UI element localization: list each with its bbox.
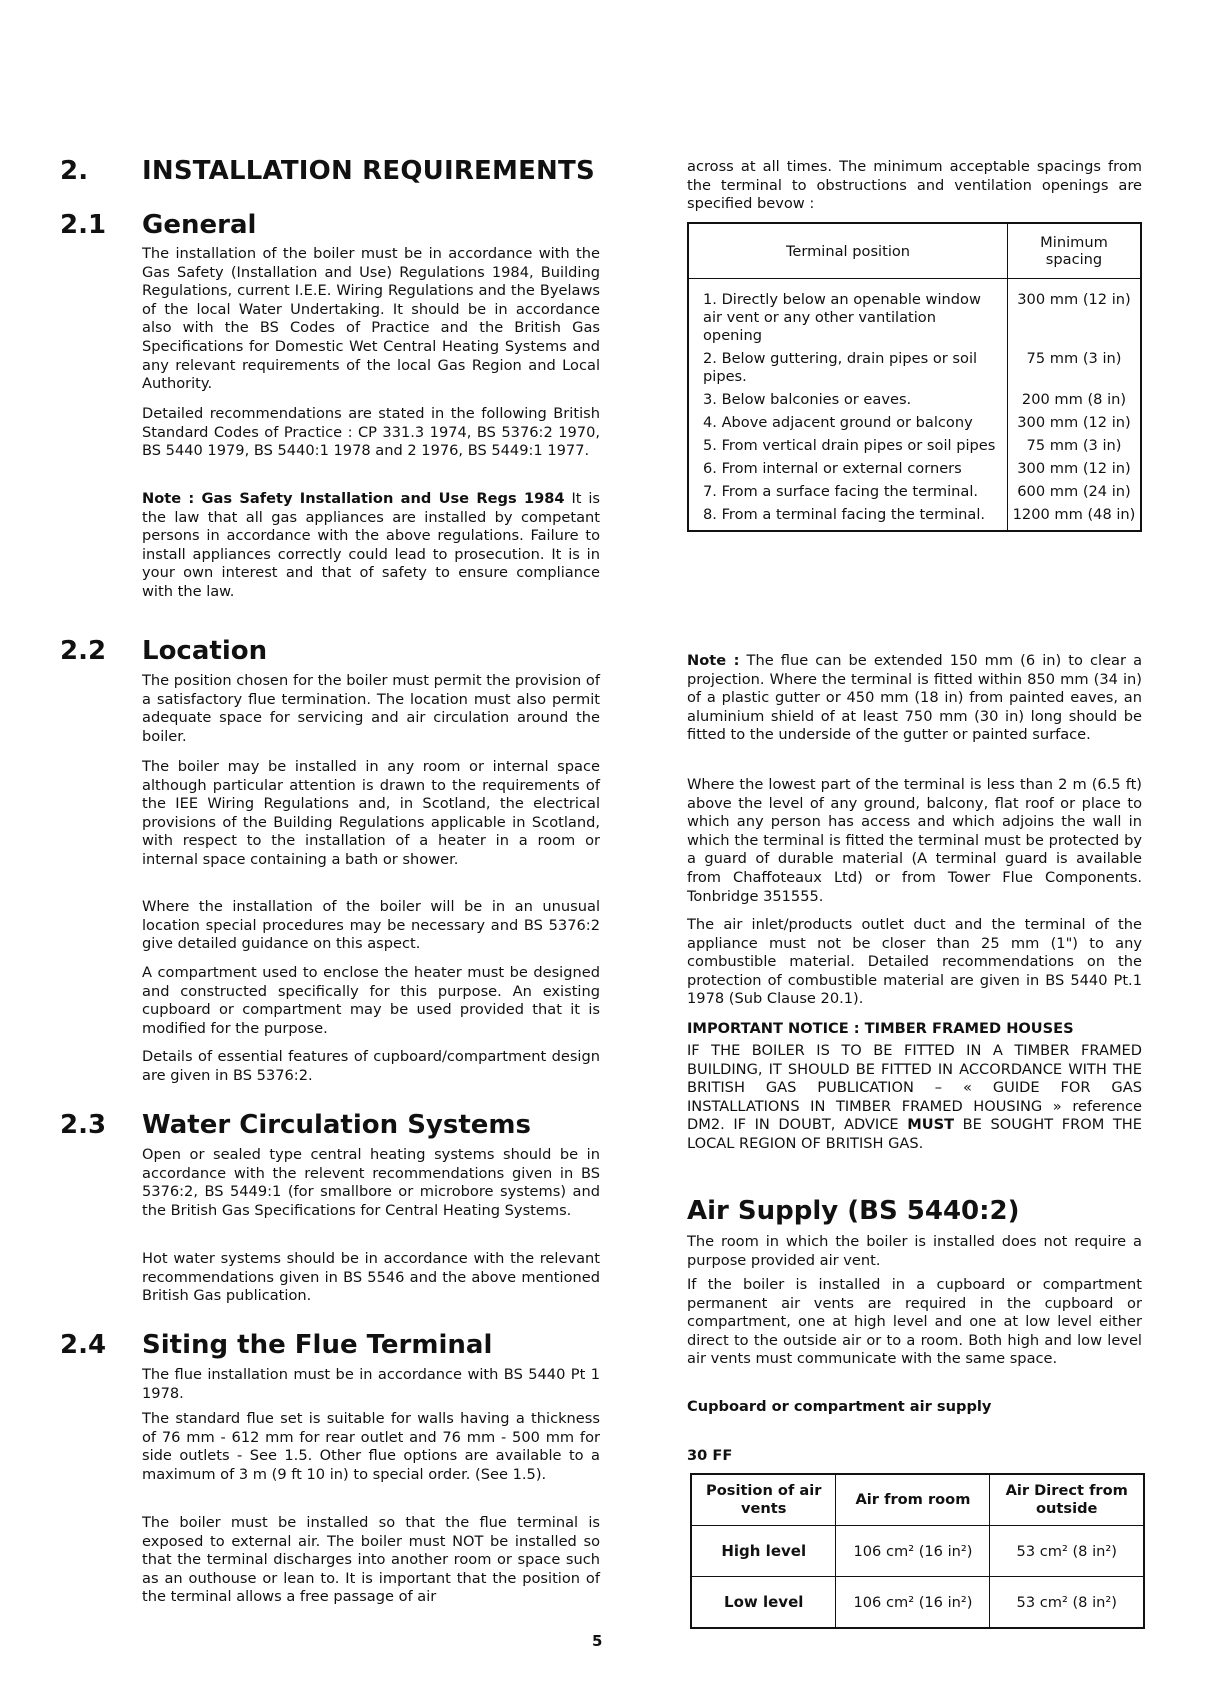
note-label: Note : (687, 652, 740, 669)
section-title: General (142, 210, 257, 240)
table-row (688, 348, 1141, 389)
table-row (688, 412, 1141, 435)
paragraph: The air inlet/products outlet duct and the terminal of the appliance must not be closer than 25 mm (1") to any combustible material. Detailed recommendations on the protection of combustible material are given in BS 5440 Pt.1 1978 (Sub Clause 20.1). (687, 916, 1142, 1008)
notice-title: IMPORTANT NOTICE : TIMBER FRAMED HOUSES (687, 1020, 1074, 1037)
terminal-position: 1. Directly below an openable window air vent or any other vantilation opening (703, 291, 981, 344)
page-number: 5 (592, 1632, 603, 1650)
terminal-position: 7. From a surface facing the terminal. (703, 483, 979, 500)
section-number: 2.4 (60, 1330, 107, 1360)
chapter-title: INSTALLATION REQUIREMENTS (142, 156, 595, 186)
note-paragraph (142, 490, 600, 602)
section-number: 2.3 (60, 1110, 107, 1140)
column-header: Minimum spacing (1008, 223, 1142, 279)
notice-emphasis: MUST (907, 1116, 955, 1134)
paragraph: Where the installation of the boiler will be in an unusual location special procedures may be necessary and BS 5376:2 give detailed guidance on this aspect. (142, 898, 600, 953)
table-row (688, 458, 1141, 481)
chapter-number: 2. (60, 156, 89, 186)
paragraph: Where the lowest part of the terminal is less than 2 m (6.5 ft) above the level of any ground, balcony, flat roof or place to which any person has access and which adjoins the wall in which the terminal is fitted the terminal must be protected by a guard of durable material (A terminal guard is available from Chaffoteaux Ltd) or from Tower Flue Components. Tonbridge 351555. (687, 776, 1142, 905)
vent-level: High level (691, 1526, 836, 1577)
table-row (691, 1577, 1144, 1629)
air-from-room: 106 cm² (16 in²) (836, 1526, 990, 1577)
notice-text: IF THE BOILER IS TO BE FITTED IN A TIMBER FRAMED BUILDING, IT SHOULD BE FITTED IN ACCORDANCE WITH THE BRITISH GAS PUBLICATION – « GUIDE FOR GAS INSTALLATIONS IN TIMBER FRAMED HOUSING » reference DM2. IF IN DOUBT, ADVICE (687, 1042, 1142, 1134)
paragraph: The position chosen for the boiler must permit the provision of a satisfactory flue termination. The location must also permit adequate space for servicing and air circulation around the boiler. (142, 672, 600, 745)
table-row (688, 504, 1141, 531)
minimum-spacing: 300 mm (12 in) (1008, 458, 1142, 481)
note-paragraph (687, 652, 1142, 745)
cupboard-subheading: Cupboard or compartment air supply (687, 1398, 992, 1415)
table-header-row (688, 223, 1141, 279)
air-from-outside: 53 cm² (8 in²) (990, 1577, 1144, 1629)
air-from-room: 106 cm² (16 in²) (836, 1577, 990, 1629)
terminal-position: 8. From a terminal facing the terminal. (703, 506, 986, 523)
paragraph: The boiler may be installed in any room or internal space although particular attention is drawn to the requirements of the IEE Wiring Regulations and, in Scotland, the electrical provisions of the Building Regulations applicable in Scotland, with respect to the installation of a heater in a room or internal space containing a bath or shower. (142, 758, 600, 868)
paragraph: The flue installation must be in accordance with BS 5440 Pt 1 1978. (142, 1366, 600, 1402)
paragraph: Details of essential features of cupboard/compartment design are given in BS 5376:2. (142, 1048, 600, 1084)
table-row (688, 481, 1141, 504)
column-header: Position of air vents (691, 1474, 836, 1526)
note-text: It is the law that all gas appliances are installed by competant persons in accordance with the above regulations. Failure to install appliances correctly could lead to prosecution. It is in your own interest and that of safety to ensure compliance with the law. (142, 490, 600, 600)
paragraph: The boiler must be installed so that the flue terminal is exposed to external air. The boiler must NOT be installed so that the terminal discharges into another room or space such as an outhouse or lean to. It is important that the position of the terminal allows a free passage of air (142, 1514, 600, 1606)
minimum-spacing: 300 mm (12 in) (1008, 412, 1142, 435)
note-label: Note : Gas Safety Installation and Use Regs 1984 (142, 490, 565, 507)
vent-level: Low level (691, 1577, 836, 1629)
notice-paragraph (687, 1042, 1142, 1154)
paragraph: The installation of the boiler must be in accordance with the Gas Safety (Installation and Use) Regulations 1984, Building Regulations, current I.E.E. Wiring Regulations and the Byelaws of the local Water Undertaking. It should be in accordance also with the BS Codes of Practice and the British Gas Specifications for Domestic Wet Central Heating Systems and any relevant requirements of the local Gas Region and Local Authority. (142, 245, 600, 393)
terminal-position: 4. Above adjacent ground or balcony (703, 414, 973, 431)
terminal-spacing-table (687, 222, 1142, 532)
column-header: Air from room (836, 1474, 990, 1526)
paragraph: The standard flue set is suitable for walls having a thickness of 76 mm - 612 mm for rear outlet and 76 mm - 500 mm for side outlets - See 1.5. Other flue options are available to a maximum of 3 m (9 ft 10 in) to special order. (See 1.5). (142, 1410, 600, 1483)
minimum-spacing: 75 mm (3 in) (1008, 348, 1142, 389)
paragraph: The room in which the boiler is installed does not require a purpose provided air vent. (687, 1233, 1142, 1269)
paragraph: Open or sealed type central heating systems should be in accordance with the relevent recommendations given in BS 5376:2, BS 5449:1 (for smallbore or microbore systems) and the British Gas Specifications for Central Heating Systems. (142, 1146, 600, 1219)
section-number: 2.2 (60, 636, 107, 666)
table-row (691, 1526, 1144, 1577)
terminal-position: 5. From vertical drain pipes or soil pipes (703, 437, 996, 454)
notice-text: BE SOUGHT FROM THE LOCAL REGION OF BRITISH GAS. (687, 1116, 1142, 1152)
minimum-spacing: 75 mm (3 in) (1008, 435, 1142, 458)
minimum-spacing: 200 mm (8 in) (1008, 389, 1142, 412)
table-header-row (691, 1474, 1144, 1526)
section-title: Location (142, 636, 268, 666)
paragraph: A compartment used to enclose the heater must be designed and constructed specifically for this purpose. An existing cupboard or compartment may be used provided that it is modified for the purpose. (142, 964, 600, 1037)
air-supply-heading: Air Supply (BS 5440:2) (687, 1196, 1020, 1226)
section-number: 2.1 (60, 210, 107, 240)
minimum-spacing: 1200 mm (48 in) (1008, 504, 1142, 531)
column-header: Air Direct from outside (990, 1474, 1144, 1526)
air-supply-table (690, 1473, 1145, 1629)
section-title: Siting the Flue Terminal (142, 1330, 493, 1360)
column-header: Terminal position (688, 223, 1008, 279)
minimum-spacing: 600 mm (24 in) (1008, 481, 1142, 504)
paragraph: Detailed recommendations are stated in the following British Standard Codes of Practice : CP 331.3 1974, BS 5376:2 1970, BS 5440 1979, BS 5440:1 1978 and 2 1976, BS 5449:1 1977. (142, 405, 600, 460)
terminal-position: 6. From internal or external corners (703, 460, 962, 477)
model-label: 30 FF (687, 1447, 733, 1464)
minimum-spacing: 300 mm (12 in) (1008, 279, 1142, 349)
table-row (688, 389, 1141, 412)
table-row (688, 279, 1141, 349)
paragraph: Hot water systems should be in accordance with the relevant recommendations given in BS 5546 and the above mentioned British Gas publication. (142, 1250, 600, 1305)
paragraph: If the boiler is installed in a cupboard or compartment permanent air vents are required in the cupboard or compartment, one at high level and one at low level either direct to the outside air or to a room. Both high and low level air vents must communicate with the same space. (687, 1276, 1142, 1368)
air-from-outside: 53 cm² (8 in²) (990, 1526, 1144, 1577)
table-row (688, 435, 1141, 458)
paragraph: across at all times. The minimum acceptable spacings from the terminal to obstructions and ventilation openings are specified bevow : (687, 158, 1142, 213)
terminal-position: 3. Below balconies or eaves. (703, 391, 912, 408)
terminal-position: 2. Below guttering, drain pipes or soil pipes. (703, 350, 978, 385)
section-title: Water Circulation Systems (142, 1110, 531, 1140)
note-text: The flue can be extended 150 mm (6 in) to clear a projection. Where the terminal is fitted within 850 mm (34 in) of a plastic gutter or 450 mm (18 in) from painted eaves, an aluminium shield of at least 750 mm (30 in) long should be fitted to the underside of the gutter or painted surface. (687, 652, 1143, 744)
